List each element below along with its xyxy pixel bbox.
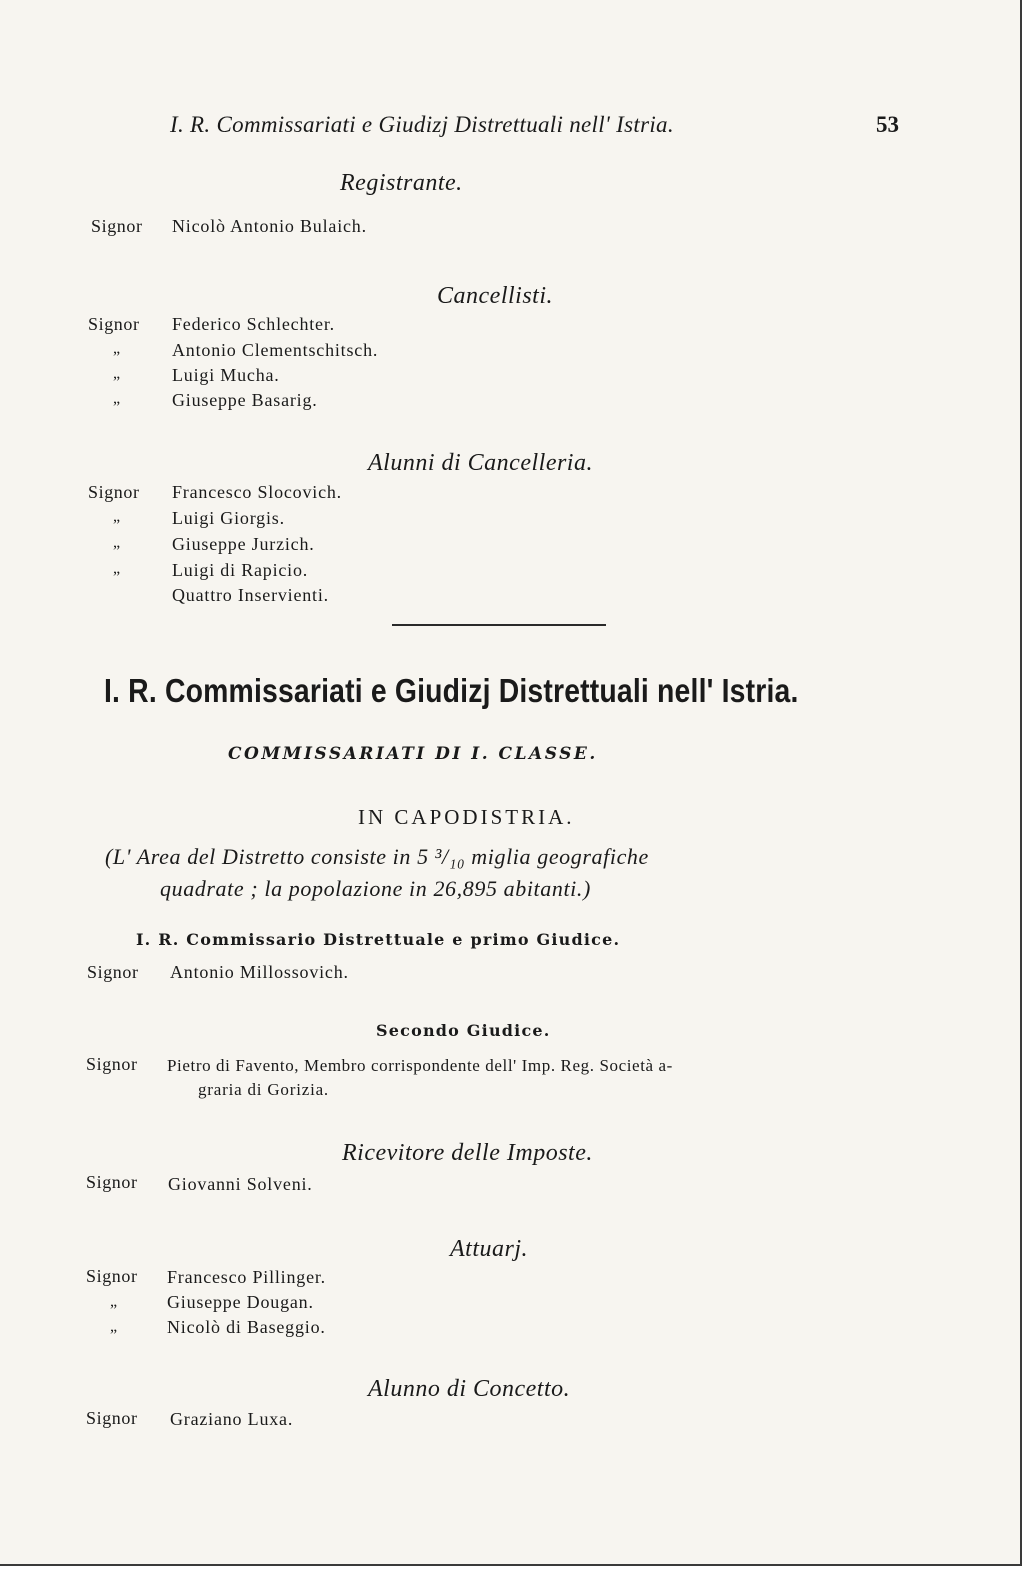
person-name: Nicolò di Baseggio. (167, 1317, 326, 1337)
person-name: Luigi Giorgis. (172, 508, 285, 528)
section-heading-alunni: Alunni di Cancelleria. (368, 450, 593, 476)
person-name: Luigi Mucha. (172, 365, 280, 385)
ditto-mark: „ (113, 534, 121, 551)
title-signor: Signor (88, 314, 140, 334)
town-heading: IN CAPODISTRIA. (358, 805, 575, 829)
class-heading: COMMISSARIATI DI I. CLASSE. (228, 744, 598, 764)
person-name: Giuseppe Basarig. (172, 390, 318, 410)
section-divider (392, 624, 606, 626)
ditto-mark: „ (113, 390, 121, 407)
person-name: Giuseppe Dougan. (167, 1292, 314, 1312)
person-name: Antonio Clementschitsch. (172, 340, 379, 360)
section-heading-ricevitore: Ricevitore delle Imposte. (342, 1140, 593, 1166)
ditto-mark: „ (113, 340, 121, 357)
page-title: I. R. Commissariati e Giudizj Distrettuali nell' Istria. (104, 672, 799, 709)
section-heading-cancellisti: Cancellisti. (437, 283, 553, 309)
section-heading-registrante: Registrante. (340, 170, 463, 196)
person-name: Giuseppe Jurzich. (172, 534, 315, 554)
title-signor: Signor (86, 1172, 138, 1192)
area-note-line-2: quadrate ; la popolazione in 26,895 abitanti.) (160, 876, 591, 901)
running-head: I. R. Commissariati e Giudizj Distrettuali nell' Istria. (170, 112, 674, 137)
person-name: Luigi di Rapicio. (172, 560, 309, 580)
ditto-mark: „ (113, 560, 121, 577)
person-name: Francesco Slocovich. (172, 482, 342, 502)
title-signor: Signor (86, 1054, 138, 1074)
person-name: Quattro Inservienti. (172, 585, 329, 605)
page-number: 53 (876, 112, 899, 137)
person-name: Antonio Millossovich. (170, 962, 349, 982)
section-heading-alunno-concetto: Alunno di Concetto. (368, 1376, 571, 1402)
ditto-mark: „ (110, 1293, 118, 1310)
section-heading-attuarj: Attuarj. (450, 1236, 529, 1262)
title-signor: Signor (86, 1408, 138, 1428)
section-heading-commissario: I. R. Commissario Distrettuale e primo Giudice. (136, 930, 621, 949)
title-signor: Signor (91, 216, 143, 236)
person-description-line-2: graria di Gorizia. (198, 1080, 329, 1099)
title-signor: Signor (88, 482, 140, 502)
person-name: Giovanni Solveni. (168, 1174, 313, 1194)
person-name: Federico Schlechter. (172, 314, 335, 334)
section-heading-secondo-giudice: Secondo Giudice. (376, 1021, 551, 1040)
area-note-line-1: (L' Area del Distretto consiste in 5 ³/₁₀ miglia geografiche (105, 844, 649, 869)
title-signor: Signor (87, 962, 139, 982)
ditto-mark: „ (110, 1318, 118, 1335)
ditto-mark: „ (113, 365, 121, 382)
ditto-mark: „ (113, 508, 121, 525)
person-name: Nicolò Antonio Bulaich. (172, 216, 367, 236)
person-name: Francesco Pillinger. (167, 1267, 326, 1287)
person-name: Graziano Luxa. (170, 1409, 294, 1429)
person-description-line-1: Pietro di Favento, Membro corrispondente dell' Imp. Reg. Società a- (167, 1056, 673, 1075)
title-signor: Signor (86, 1266, 138, 1286)
